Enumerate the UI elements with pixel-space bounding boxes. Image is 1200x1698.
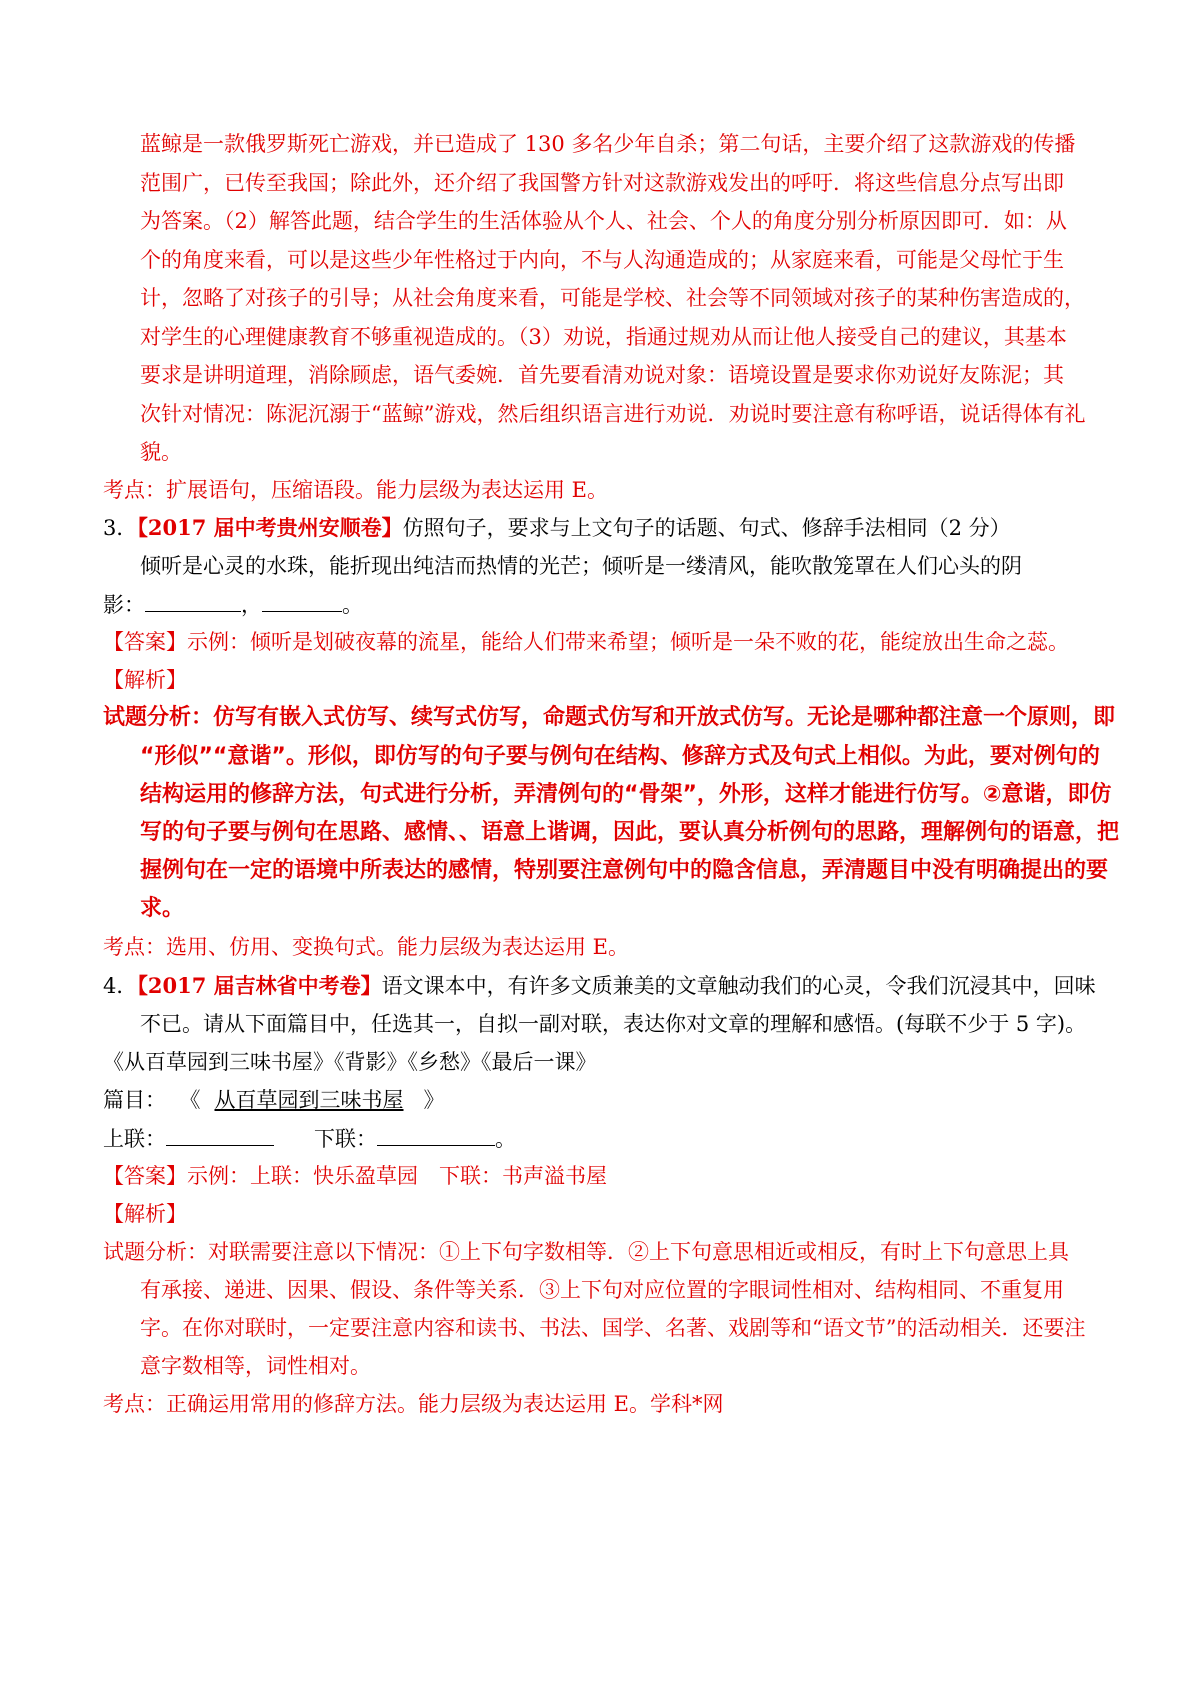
analysis-line: 个的角度来看，可以是这些少年性格过于内向，不与人沟通造成的；从家庭来看，可能是父母忙于生 (140, 248, 1064, 272)
analysis-line: “形似”“意谐”。形似，即仿写的句子要与例句在结构、修辞方式及句式上相似。为此，要对例句的 (140, 744, 1100, 769)
xialian-blank[interactable] (377, 1123, 495, 1146)
shanglian-blank[interactable] (166, 1123, 274, 1146)
shanglian-label: 上联： (103, 1127, 166, 1151)
answer-tag: 【答案】 (103, 1164, 187, 1188)
analysis-line: 貌。 (140, 440, 182, 464)
analysis-line: 范围广，已传至我国；除此外，还介绍了我国警方针对这款游戏发出的呼吁．将这些信息分点写出即 (140, 171, 1064, 195)
question-header (103, 971, 1096, 1001)
period: 。 (342, 593, 363, 617)
comma: ， (241, 593, 262, 617)
analysis-line: 蓝鲸是一款俄罗斯死亡游戏，并已造成了 130 多名少年自杀；第二句话，主要介绍了这款游戏的传播 (140, 132, 1076, 156)
analysis-line: 字。在你对联时，一定要注意内容和读书、书法、国学、名著、戏剧等和“语文节”的活动相关．还要注 (140, 1316, 1086, 1340)
pianmu-value: 从百草园到三味书屋 (214, 1088, 404, 1112)
analysis-line: 意字数相等，词性相对。 (140, 1354, 371, 1378)
analysis-line: 试题分析：对联需要注意以下情况：①上下句字数相等．②上下句意思相近或相反，有时上下句意思上具 (103, 1240, 1069, 1264)
kaodian-text: 考点：正确运用常用的修辞方法。能力层级为表达运用 E。学科*网 (103, 1392, 724, 1416)
bracket-close: 》 (423, 1088, 445, 1112)
question-prompt: 仿照句子，要求与上文句子的话题、句式、修辞手法相同（2 分） (402, 516, 1011, 540)
question-header (103, 513, 1011, 543)
fill-in-line (103, 589, 363, 619)
question-number: 4． (103, 974, 138, 998)
question-prompt: 语文课本中，有许多文质兼美的文章触动我们的心灵，令我们沉浸其中，回味 (381, 974, 1096, 998)
analysis-tag: 【解析】 (103, 668, 187, 692)
answer-blank-2[interactable] (262, 589, 342, 612)
kaodian-text: 考点：扩展语句，压缩语段。能力层级为表达运用 E。 (103, 478, 609, 502)
analysis-line: 要求是讲明道理，消除顾虑，语气委婉．首先要看清劝说对象：语境设置是要求你劝说好友陈泥；其 (140, 363, 1064, 387)
analysis-line: 次针对情况：陈泥沉溺于“蓝鲸”游戏，然后组织语言进行劝说．劝说时要注意有称呼语，说话得体有礼 (140, 402, 1086, 426)
answer-text: 示例：倾听是划破夜幕的流星，能给人们带来希望；倾听是一朵不败的花，能绽放出生命之蕊。 (187, 630, 1069, 654)
question-number: 3． (103, 516, 138, 540)
analysis-tag: 【解析】 (103, 1202, 187, 1226)
analysis-line: 有承接、递进、因果、假设、条件等关系．③上下句对应位置的字眼词性相对、结构相同、不重复用 (140, 1278, 1064, 1302)
pianmu-line (103, 1085, 445, 1115)
answer-line (103, 627, 1069, 657)
period: 。 (495, 1127, 516, 1151)
analysis-line: 握例句在一定的语境中所表达的感情，特别要注意例句中的隐含信息，弄清题目中没有明确提出的要 (140, 858, 1109, 883)
answer-blank-1[interactable] (145, 589, 241, 612)
pianmu-label: 篇目： (103, 1088, 166, 1112)
analysis-line: 计，忽略了对孩子的引导；从社会角度来看，可能是学校、社会等不同领域对孩子的某种伤害造成的， (140, 286, 1085, 310)
analysis-line: 写的句子要与例句在思路、感情、、语意上谐调，因此，要认真分析例句的思路，理解例句的语意，把 (140, 820, 1120, 845)
title-options: 《从百草园到三味书屋》《背影》《乡愁》《最后一课》 (103, 1050, 597, 1074)
example-sentence-end: 影： (103, 593, 145, 617)
question-source: 【2017 届吉林省中考卷】 (137, 973, 382, 998)
bracket-open: 《 (190, 1088, 201, 1112)
analysis-line: 求。 (140, 896, 185, 921)
xialian-label: 下联： (314, 1127, 377, 1151)
answer-line (103, 1161, 607, 1191)
question-source: 【2017 届中考贵州安顺卷】 (137, 515, 403, 540)
analysis-line: 为答案。（2）解答此题，结合学生的生活体验从个人、社会、个人的角度分别分析原因即可．如：从 (140, 209, 1067, 233)
analysis-line: 结构运用的修辞方法，句式进行分析，弄清例句的“骨架”，外形，这样才能进行仿写。②意谐，即仿 (140, 782, 1112, 807)
answer-tag: 【答案】 (103, 630, 187, 654)
kaodian-text: 考点：选用、仿用、变换句式。能力层级为表达运用 E。 (103, 935, 630, 959)
couplet-line (103, 1123, 516, 1153)
analysis-line: 对学生的心理健康教育不够重视造成的。（3）劝说，指通过规劝从而让他人接受自己的建议，其基本 (140, 325, 1067, 349)
question-prompt-cont: 不已。请从下面篇目中，任选其一，自拟一副对联，表达你对文章的理解和感悟。(每联不少于 5 字)。 (140, 1012, 1087, 1036)
example-sentence: 倾听是心灵的水珠，能折现出纯洁而热情的光芒；倾听是一缕清风，能吹散笼罩在人们心头的阴 (140, 554, 1022, 578)
analysis-line: 试题分析：仿写有嵌入式仿写、续写式仿写，命题式仿写和开放式仿写。无论是哪种都注意一个原则，即 (103, 705, 1116, 730)
answer-text: 示例：上联：快乐盈草园 下联：书声溢书屋 (187, 1164, 607, 1188)
